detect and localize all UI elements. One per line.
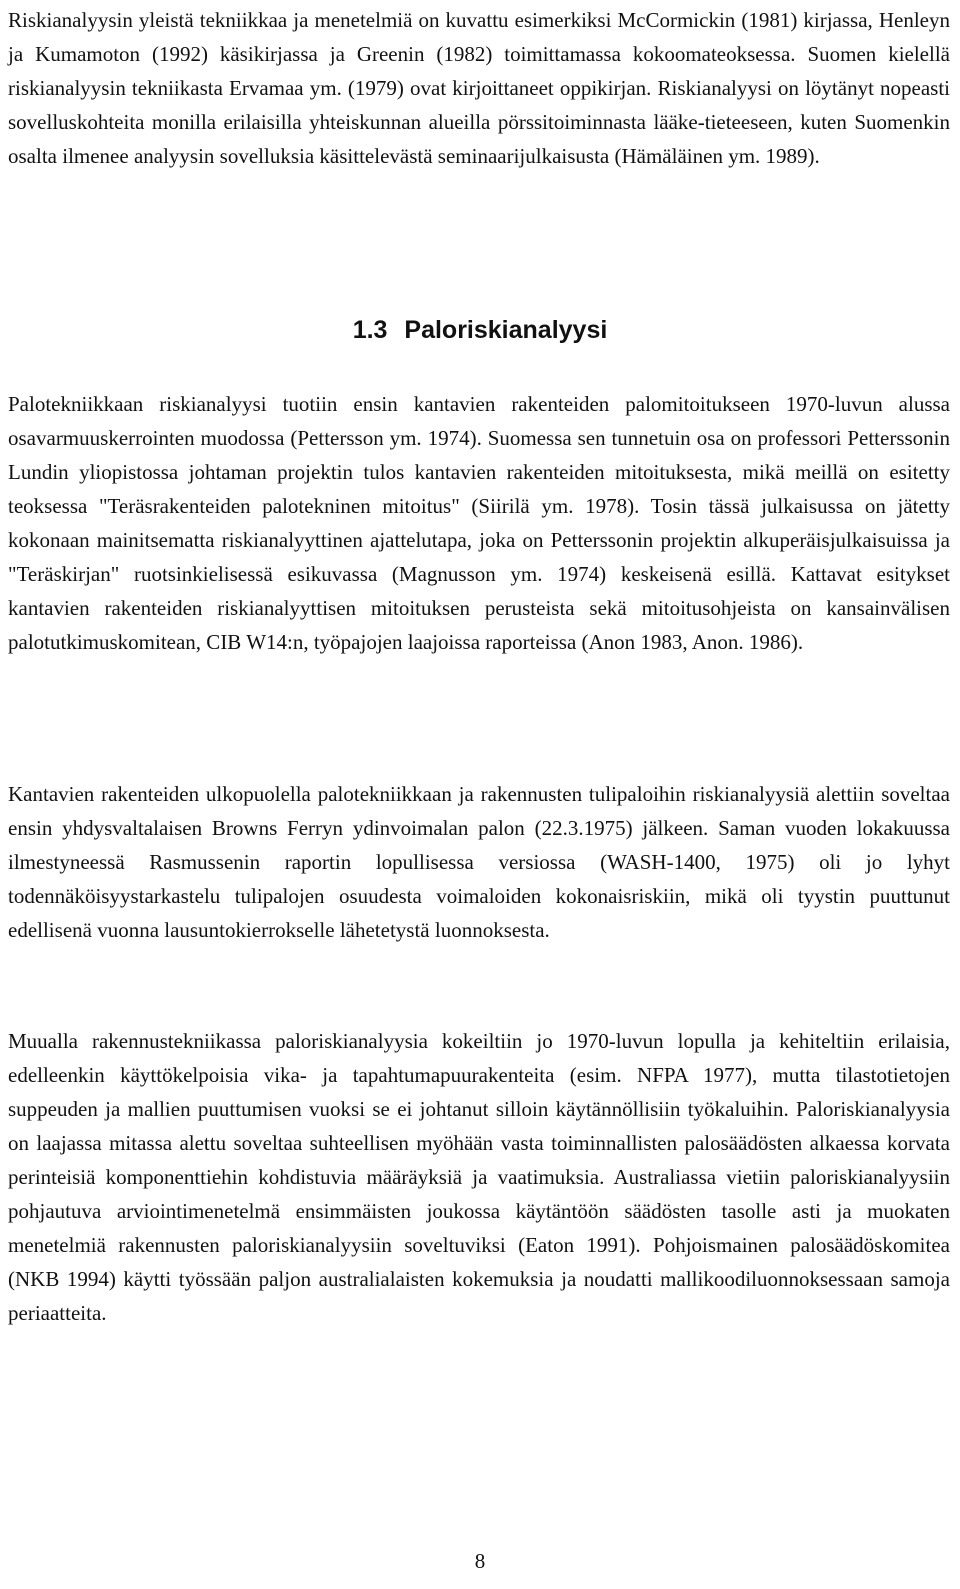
paragraph-building-fire-risk: Muualla rakennustekniikassa paloriskianalyysia kokeiltiin jo 1970-luvun lopulla ja kehiteltiin erilaisia, edelleenkin käyttökelpoisia vika- ja tapahtumapuurakenteita (esim. NFPA 1977), mutta tilastotietojen suppeuden ja mallien puuttumisen vuoksi se ei johtanut silloin käytännöllisiin työkaluihin. Paloriskianalyysia on laajassa mitassa alettu soveltaa suhteellisen myöhään vasta toiminnallisten palosäädösten alkaessa korvata perinteisiä komponenttiehin kohdistuvia määräyksiä ja vaatimuksia. Australiassa vietiin paloriskianalyysiin pohjautuva arviointimenetelmä ensimmäisten joukossa käytäntöön säädösten tasolle asti ja muokaten menetelmiä rakennusten paloriskianalyysiin soveltuviksi (Eaton 1991). Pohjoismainen palosäädöskomitea (NKB 1994) käytti työssään paljon australialaisten kokemuksia ja noudatti mallikoodiluonnoksessaan samoja periaatteita. (8, 1029, 950, 1325)
section-number: 1.3 (352, 316, 388, 344)
section-title: Paloriskianalyysi (404, 316, 608, 344)
section-heading (0, 313, 960, 347)
page-number: 8 (474, 1549, 486, 1573)
paragraph-browns-ferry: Kantavien rakenteiden ulkopuolella palotekniikkaan ja rakennusten tulipaloihin riskianalyysiä alettiin soveltaa ensin yhdysvaltalaisen Browns Ferryn ydinvoimalan palon (22.3.1975) jälkeen. Saman vuoden lokakuussa ilmestyneessä Rasmussenin raportin lopullisessa versiossa (WASH-1400, 1975) oli jo lyhyt todennäköisyystarkastelu tulipalojen osuudesta voimaloiden kokonaisriskiin, mikä oli tyystin puuttunut edellisenä vuonna lausuntokierrokselle lähetetystä luonnoksesta. (8, 782, 950, 942)
paragraph-structural-fire-design: Palotekniikkaan riskianalyysi tuotiin ensin kantavien rakenteiden palomitoitukseen 1970-luvun alussa osavarmuuskerrointen muodossa (Pettersson ym. 1974). Suomessa sen tunnetuin osa on professori Petterssonin Lundin yliopistossa johtaman projektin tulos kantavien rakenteiden mitoituksesta, mikä meillä on esitetty teoksessa "Teräsrakenteiden palotekninen mitoitus" (Siirilä ym. 1978). Tosin tässä julkaisussa on jätetty kokonaan mainitsematta riskianalyyttinen ajattelutapa, joka on Petterssonin projektin alkuperäisjulkaisuissa ja "Teräskirjan" ruotsinkielisessä esikuvassa (Magnusson ym. 1974) keskeisenä esillä. Kattavat esitykset kantavien rakenteiden riskianalyyttisen mitoituksen perusteista sekä mitoitusohjeista on kansainvälisen palotutkimuskomitean, CIB W14:n, työpajojen laajoissa raporteissa (Anon 1983, Anon. 1986). (8, 392, 950, 654)
paragraph-risk-analysis-literature: Riskianalyysin yleistä tekniikkaa ja menetelmiä on kuvattu esimerkiksi McCormickin (1981) kirjassa, Henleyn ja Kumamoton (1992) käsikirjassa ja Greenin (1982) toimittamassa kokoomateoksessa. Suomen kielellä riskianalyysin tekniikasta Ervamaa ym. (1979) ovat kirjoittaneet oppikirjan. Riskianalyysi on löytänyt nopeasti sovelluskohteita monilla erilaisilla yhteiskunnan alueilla pörssitoiminnasta lääke-tieteeseen, kuten Suomenkin osalta ilmenee analyysin sovelluksia käsittelevästä seminaarijulkaisusta (Hämäläinen ym. 1989). (8, 8, 950, 168)
